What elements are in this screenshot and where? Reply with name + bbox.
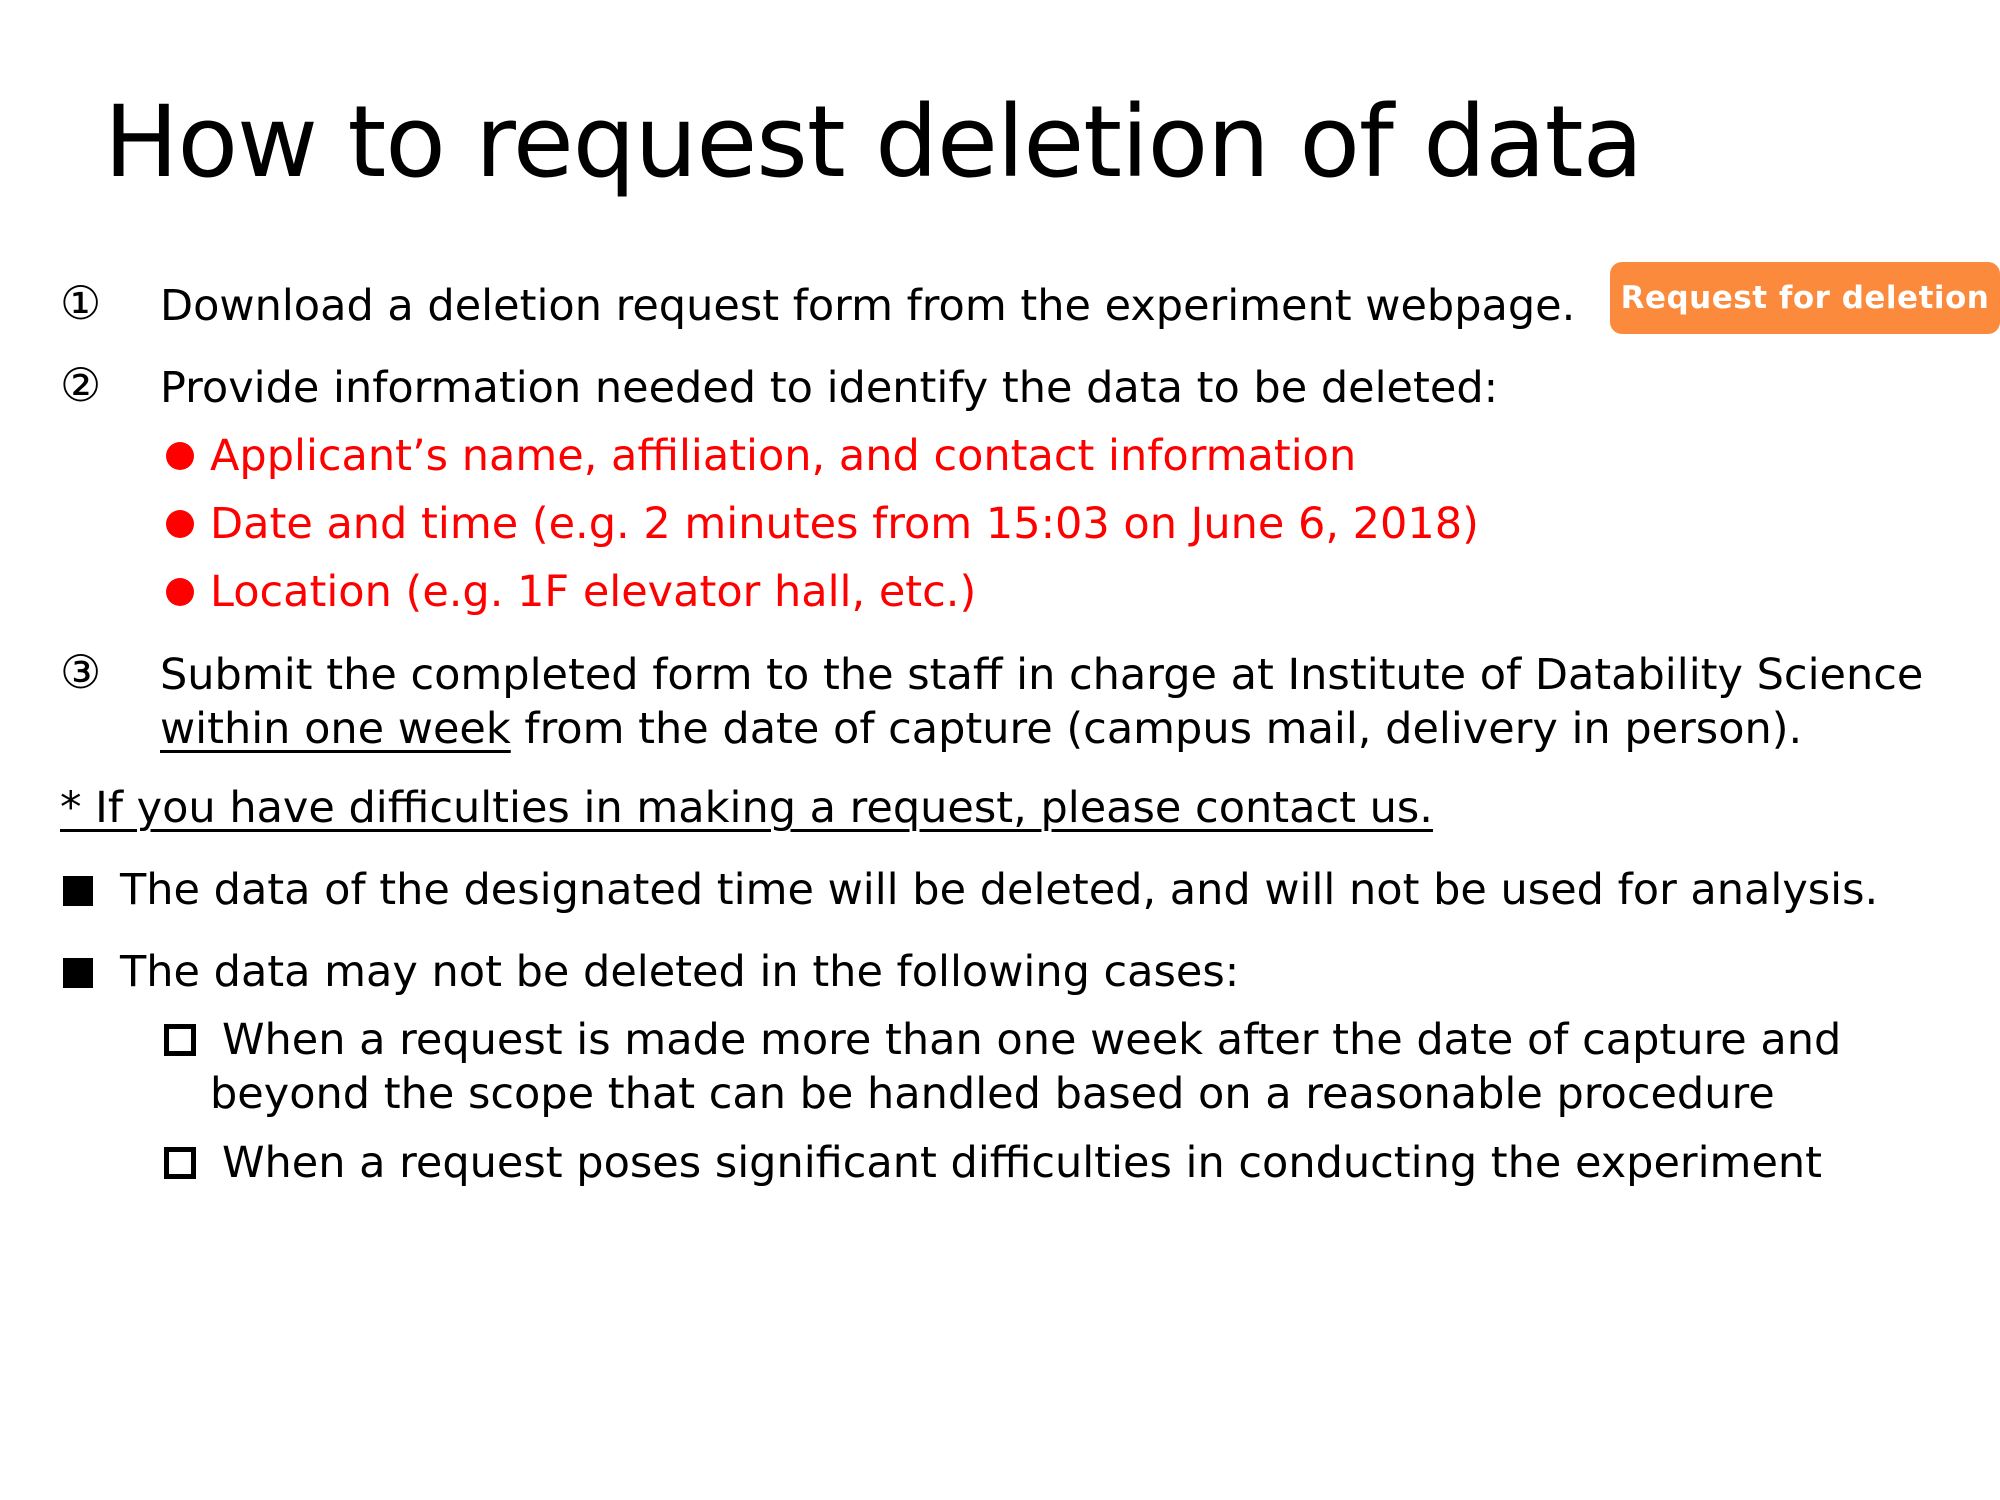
step-3-line-2 bbox=[160, 702, 1802, 756]
square-bullet-icon bbox=[63, 876, 93, 906]
square-bullet-icon bbox=[63, 958, 93, 988]
red-bullet-icon bbox=[166, 510, 194, 538]
step-3-line-2-rest: from the date of capture (campus mail, delivery in person). bbox=[510, 704, 1803, 754]
step-2-subitem: Location (e.g. 1F elevator hall, etc.) bbox=[210, 567, 977, 617]
case-1-line-1: When a request is made more than one week after the date of capture and bbox=[222, 1015, 1842, 1065]
deadline-emphasis: within one week bbox=[160, 704, 511, 754]
page-title: How to request deletion of data bbox=[104, 85, 1643, 200]
step-2-subitem: Applicant’s name, affiliation, and contact information bbox=[210, 431, 1357, 481]
checkbox-bullet-icon bbox=[164, 1024, 196, 1056]
step-2-text: Provide information needed to identify the data to be deleted: bbox=[160, 363, 1499, 413]
step-2-subitem: Date and time (e.g. 2 minutes from 15:03 on June 6, 2018) bbox=[210, 499, 1479, 549]
contact-note: * If you have difficulties in making a request, please contact us. bbox=[60, 783, 1433, 833]
red-bullet-icon bbox=[166, 578, 194, 606]
step-2-marker: ② bbox=[60, 358, 102, 412]
request-for-deletion-button[interactable]: Request for deletion bbox=[1610, 262, 2000, 334]
step-3-line-1: Submit the completed form to the staff in charge at Institute of Datability Science bbox=[160, 650, 1924, 700]
case-1-line-2: beyond the scope that can be handled based on a reasonable procedure bbox=[210, 1069, 1775, 1119]
checkbox-bullet-icon bbox=[164, 1147, 196, 1179]
bullet-text: The data may not be deleted in the following cases: bbox=[120, 947, 1240, 997]
step-3-marker: ③ bbox=[60, 645, 102, 699]
red-bullet-icon bbox=[166, 442, 194, 470]
bullet-text: The data of the designated time will be deleted, and will not be used for analysis. bbox=[120, 865, 1879, 915]
case-2-line-1: When a request poses significant difficulties in conducting the experiment bbox=[222, 1138, 1823, 1188]
step-1-text: Download a deletion request form from the experiment webpage. bbox=[160, 281, 1576, 331]
step-1-marker: ① bbox=[60, 276, 102, 330]
